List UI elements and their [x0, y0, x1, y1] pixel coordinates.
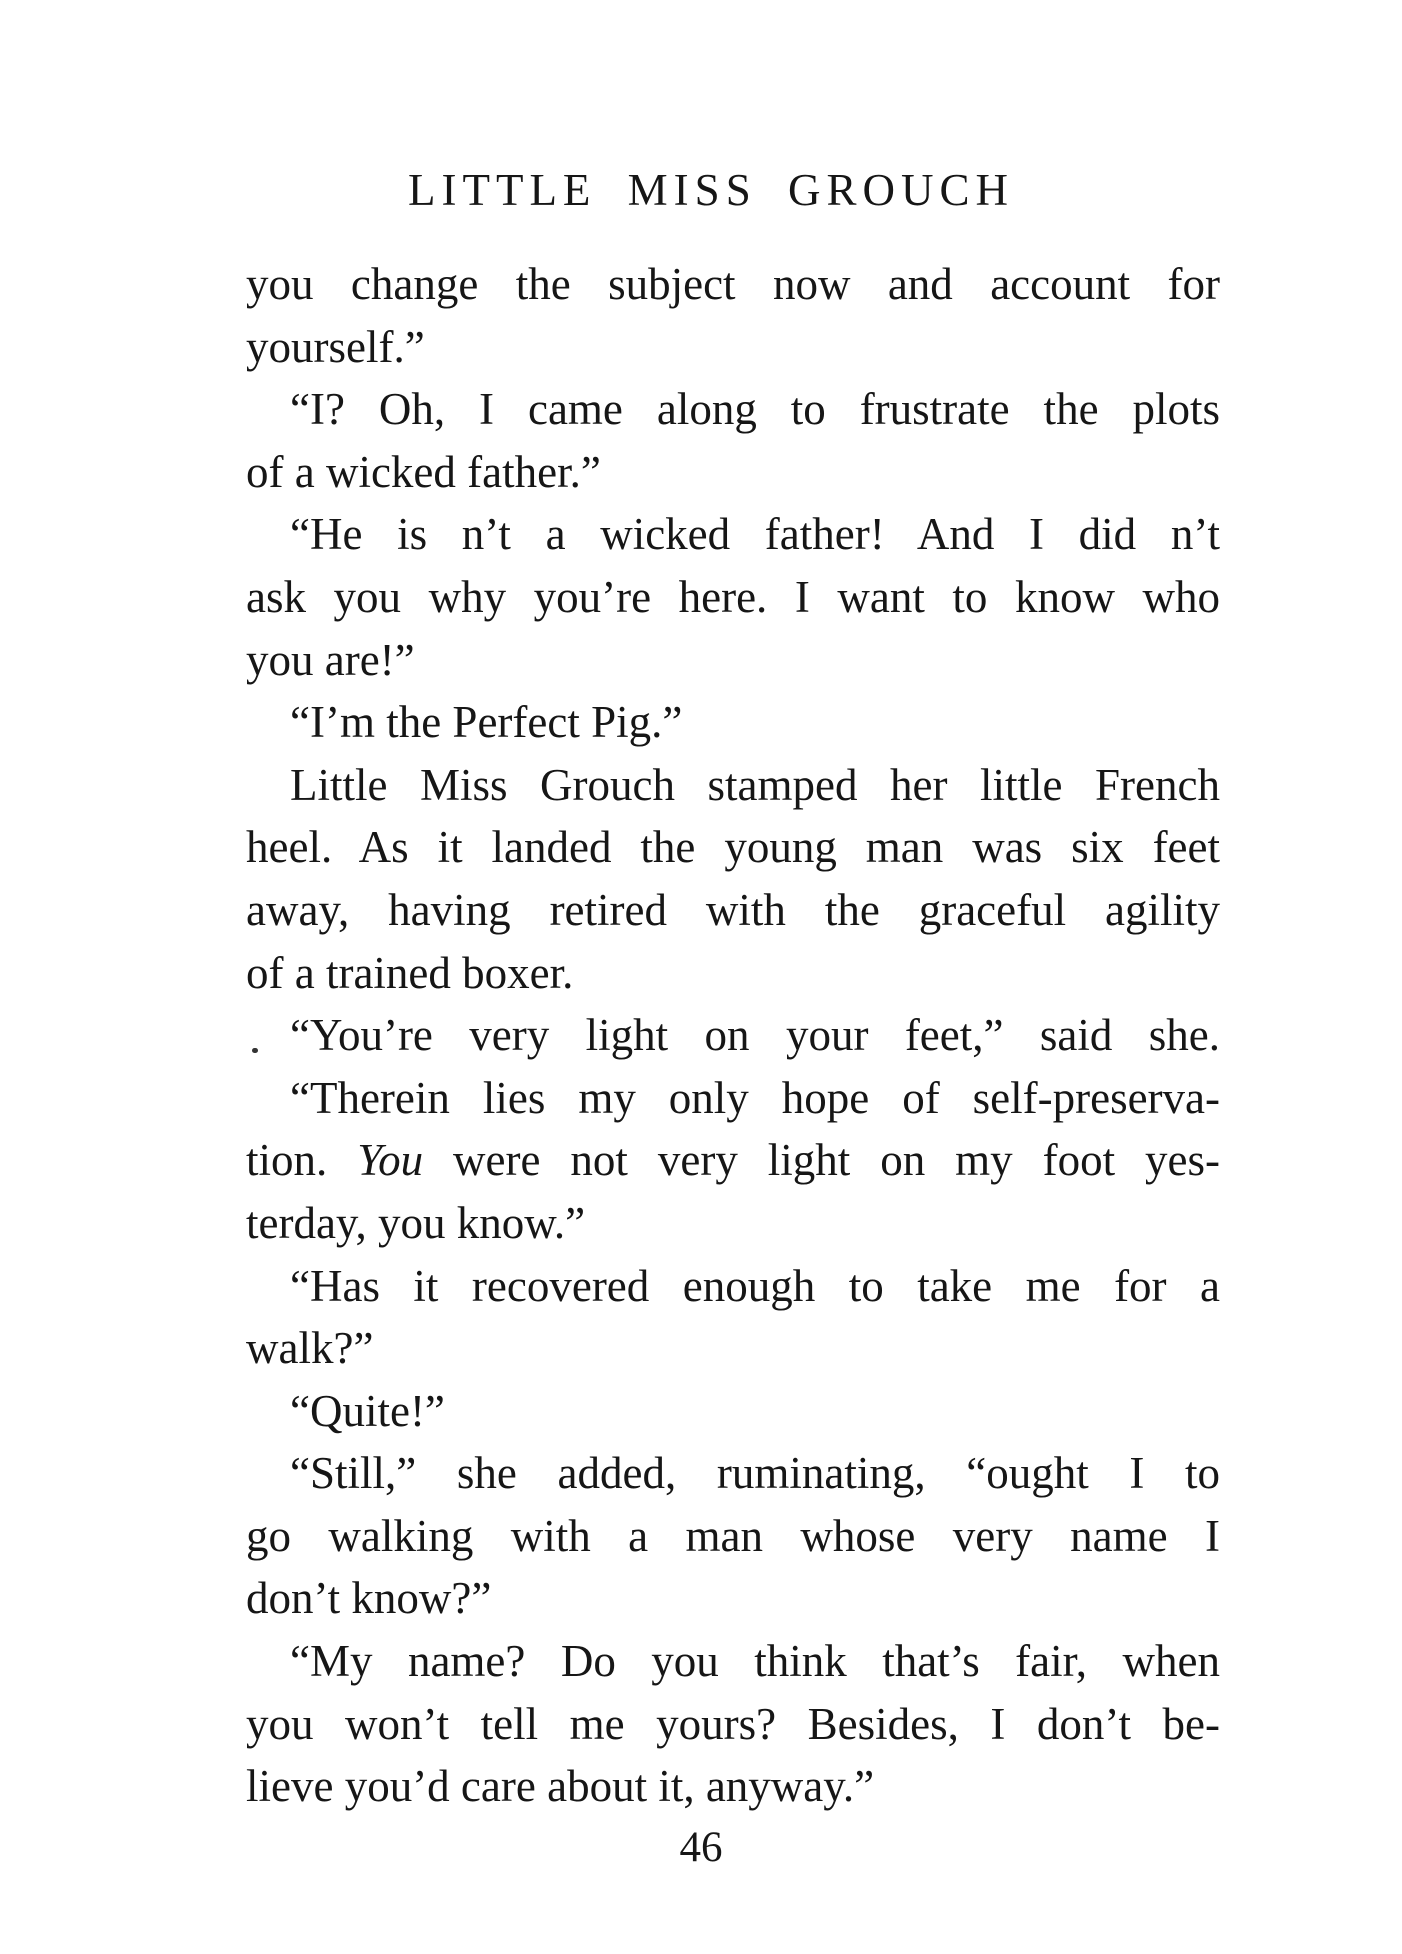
text-line: of a trained boxer.	[246, 947, 574, 998]
text-line: “Therein lies my only hope of self-preserva-	[290, 1072, 1220, 1123]
text-line: “You’re very light on your feet,” said she.	[290, 1010, 1220, 1061]
text-segment: tion.	[246, 1135, 358, 1186]
page-number: 46	[679, 1824, 723, 1871]
text-line	[246, 1129, 1220, 1192]
text-line: Little Miss Grouch stamped her little French	[290, 759, 1220, 810]
text-line: you are!”	[246, 634, 415, 685]
text-line: “Has it recovered enough to take me for a	[290, 1260, 1220, 1311]
text-line: ask you why you’re here. I want to know who	[246, 571, 1220, 622]
text-line: “He is n’t a wicked father! And I did n’t	[290, 509, 1220, 560]
text-line: go walking with a man whose very name I	[246, 1510, 1220, 1561]
text-line: “Still,” she added, ruminating, “ought I to	[290, 1448, 1220, 1499]
text-line: away, having retired with the graceful agility	[246, 884, 1220, 935]
text-line: “My name? Do you think that’s fair, when	[290, 1636, 1220, 1687]
body-text	[246, 253, 1220, 1818]
italic-word: You	[357, 1135, 424, 1186]
text-line: lieve you’d care about it, anyway.”	[246, 1761, 875, 1812]
text-line: “I’m the Perfect Pig.”	[290, 697, 683, 748]
text-line: you change the subject now and account for	[246, 259, 1220, 309]
text-line: terday, you know.”	[246, 1197, 586, 1248]
text-segment: were not very light on my foot yes-	[423, 1135, 1220, 1186]
running-head: LITTLE MISS GROUCH	[408, 165, 1014, 215]
text-line: of a wicked father.”	[246, 446, 601, 497]
text-line: yourself.”	[246, 321, 425, 372]
text-line: you won’t tell me yours? Besides, I don’t be-	[246, 1698, 1220, 1749]
text-line: “Quite!”	[290, 1385, 445, 1436]
text-line: “I? Oh, I came along to frustrate the plots	[290, 384, 1220, 435]
text-line: don’t know?”	[246, 1573, 492, 1624]
text-line: heel. As it landed the young man was six feet	[246, 822, 1220, 873]
text-line: walk?”	[246, 1323, 374, 1374]
